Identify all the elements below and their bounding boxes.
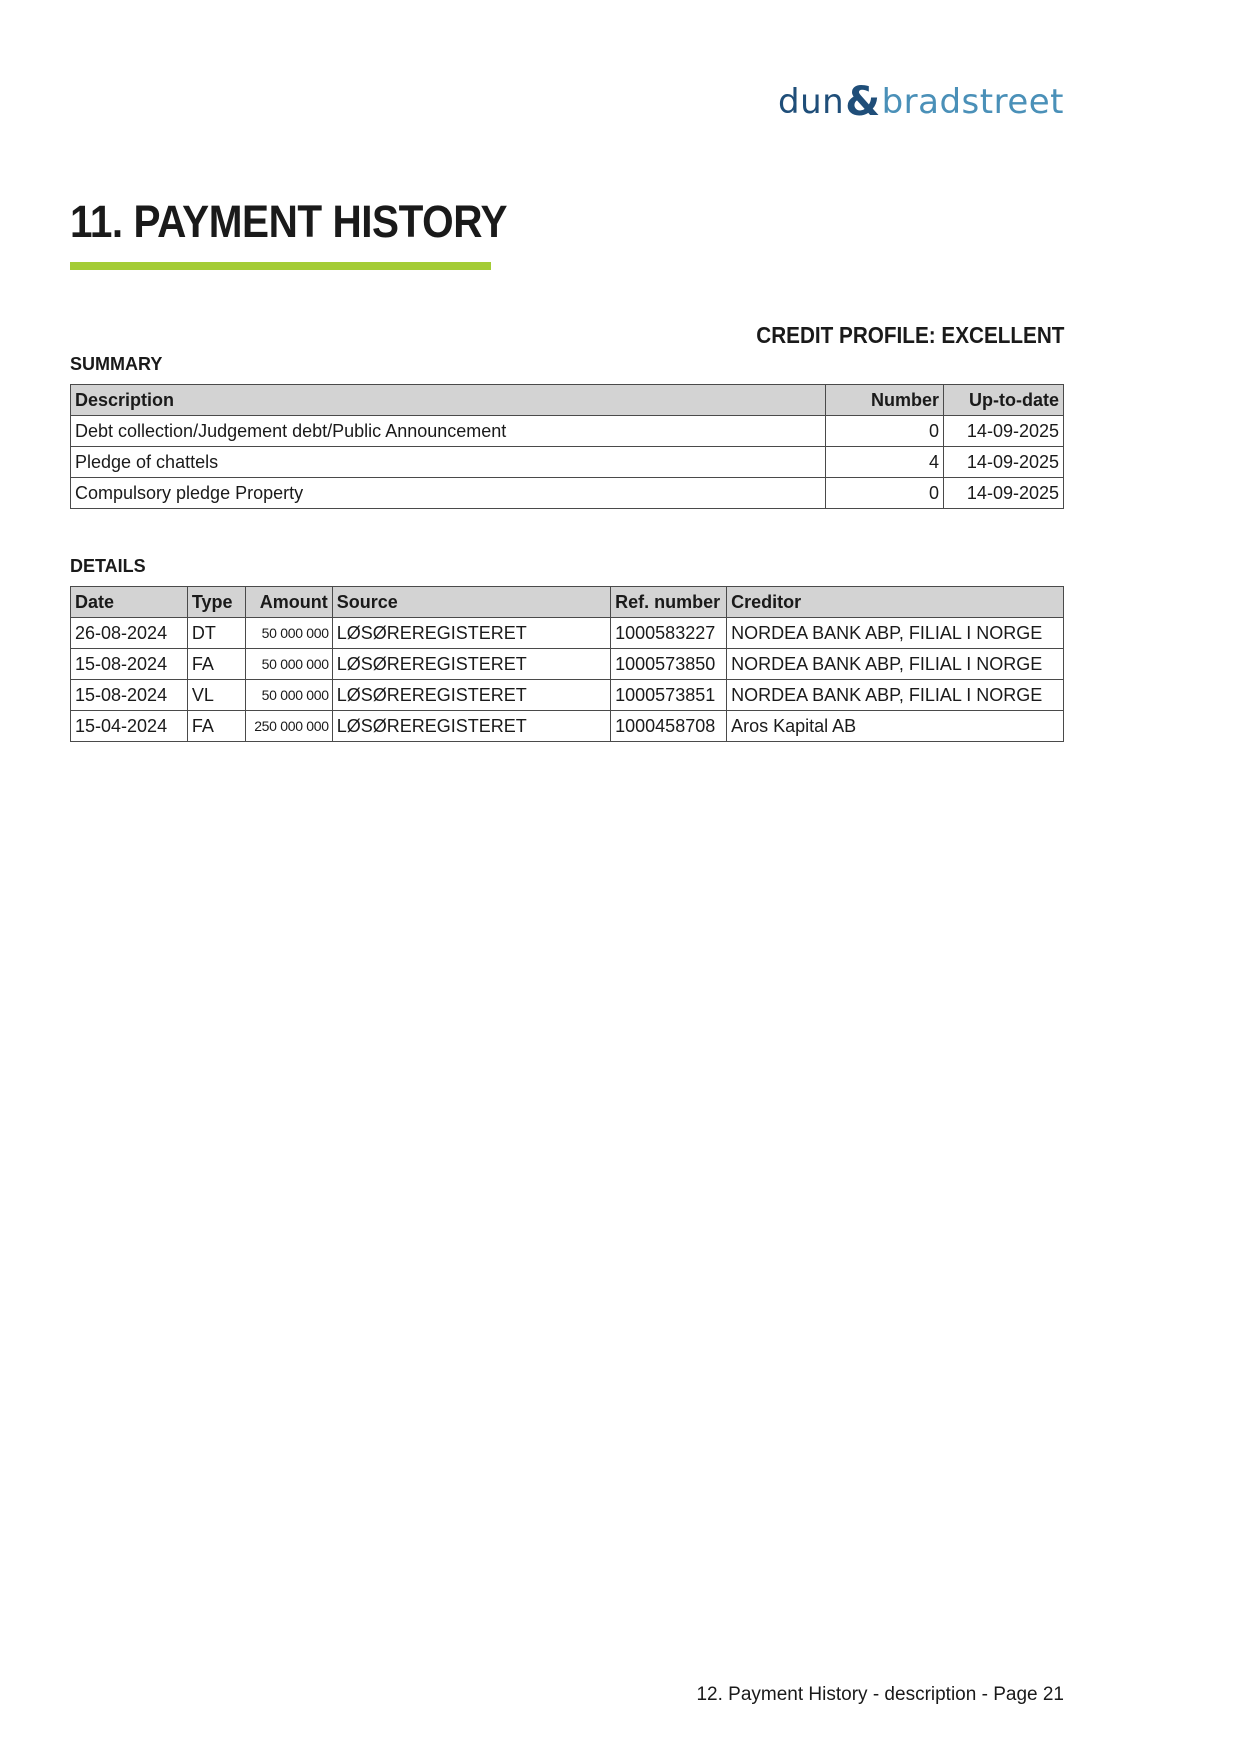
detail-amount: 50 000 000 [245,680,332,711]
summary-number: 0 [826,416,944,447]
summary-number: 0 [826,478,944,509]
details-col-type: Type [187,587,245,618]
detail-date: 15-08-2024 [71,680,188,711]
detail-source: LØSØREREGISTERET [332,680,610,711]
detail-creditor: NORDEA BANK ABP, FILIAL I NORGE [727,649,1064,680]
details-header-row [71,587,1064,618]
detail-source: LØSØREREGISTERET [332,711,610,742]
summary-table [70,384,1064,509]
details-col-ref-number: Ref. number [611,587,727,618]
summary-col-up-to-date: Up-to-date [944,385,1064,416]
summary-up-to-date: 14-09-2025 [944,478,1064,509]
details-table [70,586,1064,742]
detail-type: DT [187,618,245,649]
detail-ref-number: 1000583227 [611,618,727,649]
credit-profile: CREDIT PROFILE: EXCELLENT [755,322,1064,348]
logo-ampersand: & [845,79,881,125]
detail-type: FA [187,711,245,742]
detail-date: 26-08-2024 [71,618,188,649]
detail-amount: 50 000 000 [245,649,332,680]
summary-col-description: Description [71,385,826,416]
table-row [71,478,1064,509]
detail-type: FA [187,649,245,680]
summary-number: 4 [826,447,944,478]
summary-col-number: Number [826,385,944,416]
summary-description: Debt collection/Judgement debt/Public Announcement [71,416,826,447]
detail-creditor: NORDEA BANK ABP, FILIAL I NORGE [727,618,1064,649]
summary-up-to-date: 14-09-2025 [944,416,1064,447]
details-col-date: Date [71,587,188,618]
detail-amount: 250 000 000 [245,711,332,742]
page-title: 11. PAYMENT HISTORY [70,196,508,247]
summary-up-to-date: 14-09-2025 [944,447,1064,478]
table-row [71,680,1064,711]
table-row [71,447,1064,478]
detail-date: 15-04-2024 [71,711,188,742]
details-col-creditor: Creditor [727,587,1064,618]
table-row [71,416,1064,447]
detail-creditor: NORDEA BANK ABP, FILIAL I NORGE [727,680,1064,711]
detail-creditor: Aros Kapital AB [727,711,1064,742]
dun-bradstreet-logo [778,79,1064,125]
table-row [71,618,1064,649]
detail-type: VL [187,680,245,711]
details-col-source: Source [332,587,610,618]
summary-heading: SUMMARY [70,354,163,374]
summary-header-row [71,385,1064,416]
detail-ref-number: 1000573850 [611,649,727,680]
detail-source: LØSØREREGISTERET [332,618,610,649]
title-underline [70,262,491,270]
details-col-amount: Amount [245,587,332,618]
logo-text-dun: dun [778,82,845,122]
summary-description: Compulsory pledge Property [71,478,826,509]
detail-ref-number: 1000573851 [611,680,727,711]
detail-amount: 50 000 000 [245,618,332,649]
table-row [71,649,1064,680]
details-heading: DETAILS [70,556,146,576]
table-row [71,711,1064,742]
summary-description: Pledge of chattels [71,447,826,478]
detail-ref-number: 1000458708 [611,711,727,742]
page-footer: 12. Payment History - description - Page 21 [696,1684,1064,1705]
detail-date: 15-08-2024 [71,649,188,680]
detail-source: LØSØREREGISTERET [332,649,610,680]
logo-text-bradstreet: bradstreet [881,82,1064,122]
